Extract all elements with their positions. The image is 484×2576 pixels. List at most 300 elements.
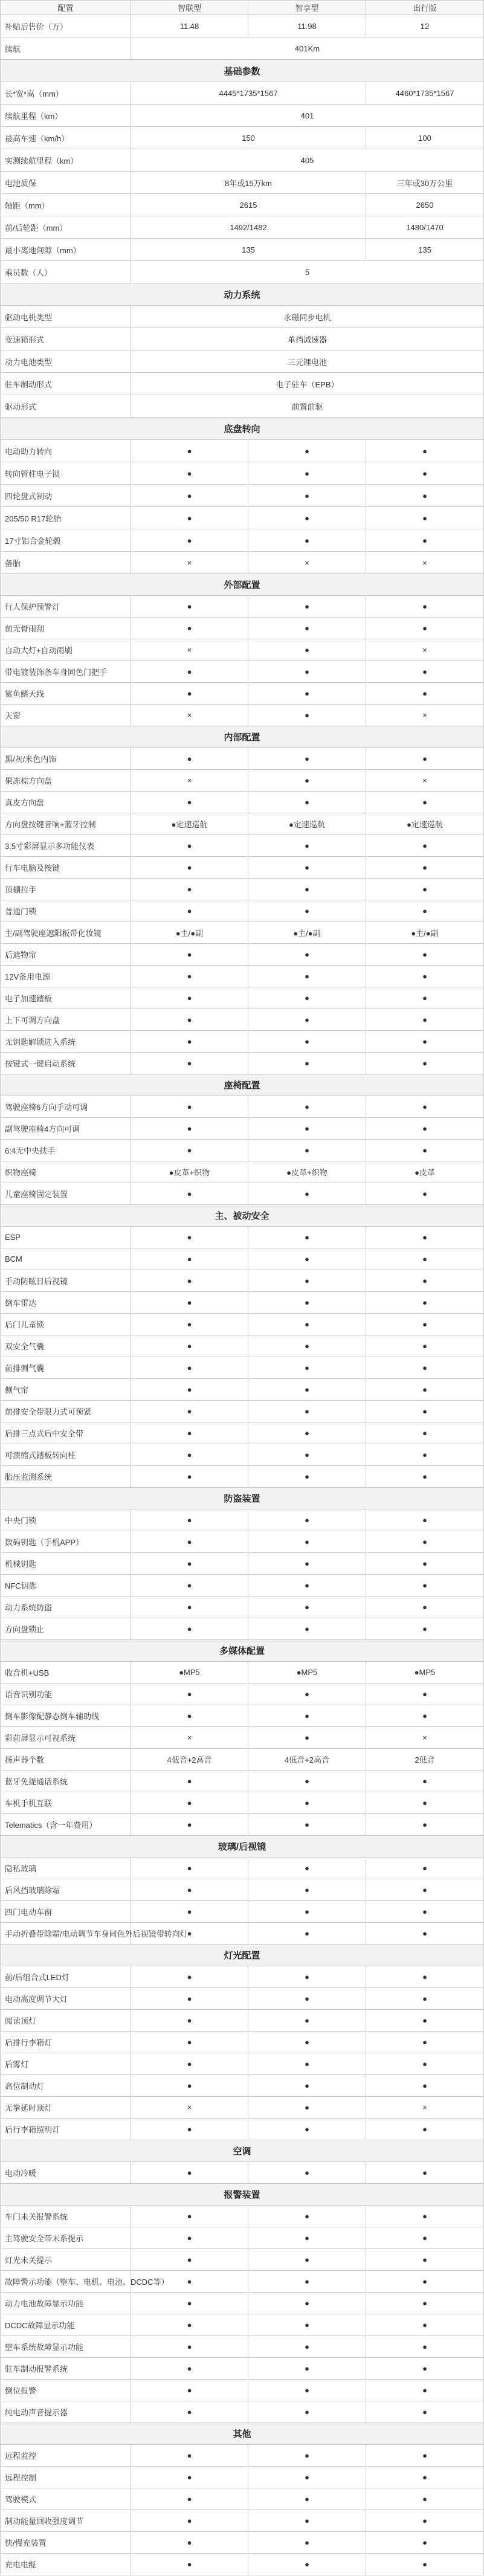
spec-row [1,1096,484,1118]
spec-value-trim-1: ● [131,2314,248,2336]
spec-value-trim-1: ● [131,2467,248,2488]
section-header [1,726,484,748]
spec-row [1,485,484,507]
spec-value-trim-3: ● [366,2293,484,2314]
spec-value-trim-3: ● [366,2358,484,2380]
spec-value-trim-2: ● [248,1031,366,1053]
spec-value-trim-2: ● [248,2010,366,2032]
spec-value-trim-1: ● [131,1292,248,1314]
spec-value-trim-3: ● [366,2249,484,2271]
spec-name: 后风挡玻璃除霜 [1,1879,131,1901]
spec-row [1,1858,484,1879]
spec-value-trim-1: ● [131,1596,248,1618]
spec-name: 前无骨雨刮 [1,618,131,639]
spec-name: 转向管柱电子锁 [1,462,131,485]
spec-value-trim-3: ● [366,1422,484,1444]
spec-value-trim-1: ● [131,1444,248,1466]
spec-value-trim-3: ● [366,1858,484,1879]
spec-value-trim-3: ● [366,507,484,529]
spec-name: 语音识别功能 [1,1683,131,1705]
spec-value-trim-2: ● [248,1118,366,1140]
spec-value-trim-2: ● [248,1009,366,1031]
spec-row [1,105,484,127]
spec-value-trim-3: ● [366,1248,484,1270]
spec-row [1,944,484,966]
spec-value-trim-2: ● [248,1879,366,1901]
spec-value-trim-1: × [131,639,248,661]
spec-name: 带电镀装饰条车身同色门把手 [1,661,131,683]
spec-value-trim-1: ● [131,2510,248,2532]
spec-value-trim-1-2: 150 [131,127,366,149]
spec-name: 副驾驶座椅4方向可调 [1,1118,131,1140]
spec-name: 纯电动声音提示器 [1,2401,131,2423]
spec-row [1,306,484,328]
spec-value-trim-1: ● [131,1531,248,1553]
spec-value-all: 401 [131,105,484,127]
spec-value-trim-2: ● [248,966,366,987]
spec-value-trim-2: ● [248,1401,366,1422]
spec-name: 机械钥匙 [1,1553,131,1575]
spec-value-trim-2: ● [248,2075,366,2097]
spec-value-trim-1: ● [131,1466,248,1488]
spec-value-trim-3: ● [366,1444,484,1466]
section-title: 动力系统 [1,283,484,306]
spec-value-trim-3: ● [366,2010,484,2032]
spec-value-trim-2: ● [248,1466,366,1488]
spec-row [1,373,484,395]
spec-name: 顶棚拉手 [1,879,131,900]
section-header [1,1074,484,1096]
spec-name: 电动冷暖 [1,2162,131,2184]
spec-row [1,2380,484,2401]
spec-row [1,770,484,792]
spec-row [1,1988,484,2010]
spec-name: 乘员数（人） [1,261,131,283]
spec-name: 儿童座椅固定装置 [1,1183,131,1205]
spec-name: 方向盘锁止 [1,1618,131,1640]
spec-value-trim-2: ● [248,1771,366,1792]
spec-value-trim-1: ● [131,2271,248,2293]
spec-name: 6:4无中央扶手 [1,1140,131,1161]
spec-value-trim-1: ● [131,2336,248,2358]
spec-name: 驱动电机类型 [1,306,131,328]
spec-value-trim-3: ● [366,462,484,485]
spec-value-trim-3: ● [366,2380,484,2401]
spec-row [1,2206,484,2227]
spec-value-trim-1: ●皮革+织物 [131,1161,248,1183]
spec-name: 电动高度调节大灯 [1,1988,131,2010]
section-title: 基础参数 [1,60,484,82]
spec-row [1,857,484,879]
spec-name: 电动助力转向 [1,440,131,462]
spec-row [1,2119,484,2140]
spec-row [1,966,484,987]
spec-name: 中央门锁 [1,1509,131,1531]
spec-value-trim-3: ● [366,1335,484,1357]
spec-value-trim-1-2: 4445*1735*1567 [131,82,366,105]
spec-value-trim-1: ● [131,2032,248,2053]
spec-value-trim-1: ● [131,2075,248,2097]
spec-row [1,462,484,485]
spec-name: 实测续航里程（km） [1,149,131,172]
spec-value-trim-1: ●定速巡航 [131,813,248,835]
spec-value-trim-1: ●主/●副 [131,922,248,944]
spec-value-trim-1: ● [131,1618,248,1640]
spec-value-trim-3: ● [366,661,484,683]
spec-row [1,127,484,149]
spec-name: 12V备用电源 [1,966,131,987]
spec-row [1,1575,484,1596]
spec-value-trim-1: ● [131,1858,248,1879]
spec-value-trim-2: ● [248,2227,366,2249]
spec-value-trim-1: ● [131,2293,248,2314]
spec-name: 驱动形式 [1,395,131,418]
spec-value-trim-1: ● [131,2401,248,2423]
spec-value-trim-3: 1480/1470 [366,216,484,239]
spec-name: 主/副驾驶座遮阳板带化妆镜 [1,922,131,944]
spec-name: 手动折叠带除霜/电动调节车身同色外后视镜带转向灯 [1,1923,131,1945]
spec-row [1,529,484,552]
spec-value-trim-3: ● [366,792,484,813]
spec-value-trim-2: ● [248,1096,366,1118]
spec-value-trim-3: ● [366,1771,484,1792]
spec-name: 可溃缩式踏板转向柱 [1,1444,131,1466]
spec-name: 续航 [1,37,131,60]
section-header [1,1945,484,1966]
spec-value-trim-3: ● [366,1292,484,1314]
spec-name: 收音机+USB [1,1662,131,1683]
spec-name: 变速箱形式 [1,328,131,350]
spec-name: 最小离地间隙（mm） [1,239,131,261]
spec-row [1,2162,484,2184]
spec-value-trim-1: ● [131,987,248,1009]
spec-value-trim-3: ●主/●副 [366,922,484,944]
spec-name: 无拳延时顶灯 [1,2097,131,2119]
spec-name: 远程控制 [1,2467,131,2488]
spec-value-trim-1: ● [131,2358,248,2380]
spec-value-trim-2: ● [248,1270,366,1292]
spec-row [1,1292,484,1314]
spec-value-trim-1: ● [131,1509,248,1531]
spec-value-trim-2: ● [248,462,366,485]
spec-name: 数码钥匙（手机APP） [1,1531,131,1553]
spec-value-trim-3: ●定速巡航 [366,813,484,835]
spec-value-trim-1: ● [131,1879,248,1901]
spec-value-trim-2: ● [248,2488,366,2510]
spec-name: 织物座椅 [1,1161,131,1183]
spec-value-trim-1: ● [131,618,248,639]
section-title: 防盗装置 [1,1488,484,1509]
spec-value-trim-2: ● [248,1792,366,1814]
spec-value-trim-3: ● [366,1966,484,1988]
spec-value-trim-3: 三年或30万公里 [366,172,484,194]
spec-value-trim-1: ● [131,1792,248,1814]
spec-row [1,1749,484,1771]
spec-row [1,15,484,37]
spec-value-trim-1: ● [131,1227,248,1248]
spec-value-trim-2: ● [248,1814,366,1836]
spec-value-trim-3: × [366,1727,484,1749]
spec-value-trim-1: ● [131,1422,248,1444]
spec-value-trim-1: ● [131,900,248,922]
spec-name: 前排安全带限力式可预紧 [1,1401,131,1422]
spec-value-trim-2: ● [248,2249,366,2271]
spec-row [1,1444,484,1466]
spec-row [1,2032,484,2053]
spec-value-trim-2: ● [248,639,366,661]
spec-row [1,1118,484,1140]
spec-value-trim-1: ● [131,1683,248,1705]
spec-value-trim-3: ● [366,1314,484,1335]
spec-value-trim-3: ● [366,987,484,1009]
spec-value-trim-3: ● [366,1792,484,1814]
spec-row [1,328,484,350]
section-header [1,1488,484,1509]
spec-row [1,2510,484,2532]
spec-row [1,2249,484,2271]
spec-row [1,1596,484,1618]
spec-value-trim-2: ● [248,1858,366,1879]
spec-name: 无钥匙解锁进入系统 [1,1031,131,1053]
spec-value-trim-1: ● [131,661,248,683]
spec-name: 3.5寸彩屏显示多功能仪表 [1,835,131,857]
spec-name: 后门儿童锁 [1,1314,131,1335]
spec-row [1,1161,484,1183]
spec-value-trim-3: ● [366,1009,484,1031]
spec-value-trim-2: ● [248,2336,366,2358]
spec-name: 侧气帘 [1,1379,131,1401]
spec-row [1,1531,484,1553]
spec-value-trim-1: ● [131,2532,248,2554]
spec-row [1,1314,484,1335]
spec-name: 17寸铝合金轮毂 [1,529,131,552]
spec-value-trim-1: 4低音+2高音 [131,1749,248,1771]
spec-name: 行车电脑及按键 [1,857,131,879]
spec-row [1,748,484,770]
spec-value-trim-2: 4低音+2高音 [248,1749,366,1771]
spec-row [1,2445,484,2467]
spec-name: DCDC故障显示功能 [1,2314,131,2336]
spec-row [1,1553,484,1575]
spec-value-trim-1: ● [131,2119,248,2140]
header-config: 配置 [1,1,131,15]
spec-value-trim-3: 135 [366,239,484,261]
spec-value-trim-1: ● [131,2554,248,2575]
spec-row [1,2010,484,2032]
spec-body [1,15,484,2575]
spec-value-trim-3: ● [366,1227,484,1248]
spec-value-trim-3: ● [366,2401,484,2423]
spec-value-trim-3: ● [366,2532,484,2554]
spec-row [1,1248,484,1270]
spec-name: 备胎 [1,552,131,574]
section-title: 多媒体配置 [1,1640,484,1662]
spec-value-trim-3: ● [366,1357,484,1379]
spec-value-trim-1: ● [131,1988,248,2010]
spec-value-trim-2: ● [248,683,366,705]
spec-row [1,1357,484,1379]
spec-row [1,2532,484,2554]
spec-row [1,1879,484,1901]
spec-value-trim-1: ● [131,1183,248,1205]
spec-row [1,1814,484,1836]
spec-name: 驻车制动报警系统 [1,2358,131,2380]
spec-row [1,37,484,60]
spec-value-trim-1: ● [131,440,248,462]
spec-value-trim-3: ● [366,2554,484,2575]
spec-value-trim-1: × [131,552,248,574]
spec-value-trim-2: ●主/●副 [248,922,366,944]
spec-value-trim-3: ● [366,835,484,857]
spec-row [1,2227,484,2249]
spec-value-trim-3: × [366,2097,484,2119]
spec-value-trim-3: ● [366,1901,484,1923]
spec-value-trim-1: ● [131,1553,248,1575]
section-header [1,2423,484,2445]
spec-value-trim-3: ● [366,485,484,507]
spec-value-trim-2: ● [248,618,366,639]
spec-value-trim-3: ● [366,2510,484,2532]
spec-value-trim-2: ● [248,1531,366,1553]
section-title: 外部配置 [1,574,484,596]
spec-value-trim-1: ● [131,1814,248,1836]
spec-name: 灯光未关提示 [1,2249,131,2271]
spec-value-trim-2: ● [248,1292,366,1314]
spec-row [1,1270,484,1292]
spec-value-trim-3: ● [366,1270,484,1292]
spec-value-trim-1: ● [131,1966,248,1988]
spec-row [1,596,484,618]
spec-value-trim-2: ● [248,507,366,529]
spec-value-trim-3: 100 [366,127,484,149]
spec-row [1,1183,484,1205]
spec-value-trim-1: ● [131,1009,248,1031]
spec-name: 故障警示功能（整车、电机、电池、DCDC等） [1,2271,131,2293]
spec-value-trim-1: ● [131,596,248,618]
spec-name: 动力电池类型 [1,350,131,373]
spec-name: 驾驶座椅6方向手动可调 [1,1096,131,1118]
spec-value-trim-1: ● [131,485,248,507]
spec-value-all: 405 [131,149,484,172]
spec-name: 充电电缆 [1,2554,131,2575]
spec-value-trim-3: ● [366,1031,484,1053]
spec-name: 整车系统故障显示功能 [1,2336,131,2358]
spec-value-trim-3: ● [366,1683,484,1705]
spec-value-trim-3: ● [366,1923,484,1945]
spec-name: 电池质保 [1,172,131,194]
spec-row [1,1401,484,1422]
spec-value-trim-3: ● [366,1596,484,1618]
spec-value-trim-2: ● [248,1444,366,1466]
spec-row [1,2293,484,2314]
spec-value-trim-1: ● [131,2206,248,2227]
spec-value-trim-1: × [131,2097,248,2119]
spec-name: 高位制动灯 [1,2075,131,2097]
spec-value-trim-1: ● [131,2445,248,2467]
spec-value-trim-2: ● [248,2032,366,2053]
spec-row [1,618,484,639]
spec-value-trim-2: ● [248,2532,366,2554]
spec-value-trim-3: ● [366,879,484,900]
spec-value-trim-1: ● [131,2488,248,2510]
spec-row [1,1227,484,1248]
spec-value-trim-2: ● [248,1988,366,2010]
spec-name: 倒车影像配静态倒车辅助线 [1,1705,131,1727]
spec-name: 鲨鱼鳍天线 [1,683,131,705]
spec-value-trim-2: ● [248,2119,366,2140]
spec-value-trim-2: ● [248,748,366,770]
spec-row [1,2401,484,2423]
spec-value-trim-3: ● [366,1705,484,1727]
spec-value-trim-1: ● [131,462,248,485]
spec-value-trim-3: ● [366,2227,484,2249]
spec-name: 后排三点式后中安全带 [1,1422,131,1444]
spec-row [1,2554,484,2575]
spec-name: 主驾驶安全带未系提示 [1,2227,131,2249]
spec-value-trim-2: ● [248,879,366,900]
section-header [1,1836,484,1858]
spec-value-trim-1: ● [131,1575,248,1596]
spec-name: 车门未关报警系统 [1,2206,131,2227]
spec-value-trim-3: ● [366,1814,484,1836]
spec-value-trim-1: ● [131,529,248,552]
spec-row [1,82,484,105]
spec-value-trim-3: ● [366,683,484,705]
spec-name: 倒位报警 [1,2380,131,2401]
spec-name: 制动能量回收强度调节 [1,2510,131,2532]
spec-value-trim-3: ● [366,1401,484,1422]
spec-value-trim-2: ● [248,2053,366,2075]
spec-value-trim-3: ● [366,2206,484,2227]
spec-row [1,792,484,813]
spec-row [1,552,484,574]
spec-value-trim-2: ● [248,2445,366,2467]
spec-value-trim-1: ● [131,1314,248,1335]
spec-name: 205/50 R17轮胎 [1,507,131,529]
spec-row [1,1379,484,1401]
spec-value-trim-1: ● [131,1118,248,1140]
spec-row [1,1683,484,1705]
spec-value-trim-3: ● [366,1118,484,1140]
spec-value-all: 单挡减速器 [131,328,484,350]
spec-value-trim-1: ● [131,1357,248,1379]
spec-value-trim-1: ● [131,1771,248,1792]
section-header [1,60,484,82]
spec-value-trim-3: ● [366,2162,484,2184]
spec-row [1,2314,484,2336]
spec-name: 黑/灰/米色内饰 [1,748,131,770]
spec-name: 后行李箱照明灯 [1,2119,131,2140]
spec-row [1,216,484,239]
spec-value-trim-1: ● [131,1053,248,1074]
spec-value-trim-2: ● [248,596,366,618]
spec-row [1,2358,484,2380]
spec-name: 后雾灯 [1,2053,131,2075]
spec-value-trim-3: ● [366,1575,484,1596]
spec-value-trim-1: ● [131,857,248,879]
spec-value-trim-1: 11.48 [131,15,248,37]
spec-row [1,1422,484,1444]
spec-value-trim-1: ● [131,1705,248,1727]
spec-row [1,1509,484,1531]
spec-row [1,922,484,944]
spec-name: 阅读顶灯 [1,2010,131,2032]
spec-value-trim-1: ● [131,748,248,770]
header-trim-1: 智联型 [131,1,248,15]
spec-row [1,194,484,216]
spec-value-trim-2: ● [248,1923,366,1945]
spec-name: 后遮物帘 [1,944,131,966]
